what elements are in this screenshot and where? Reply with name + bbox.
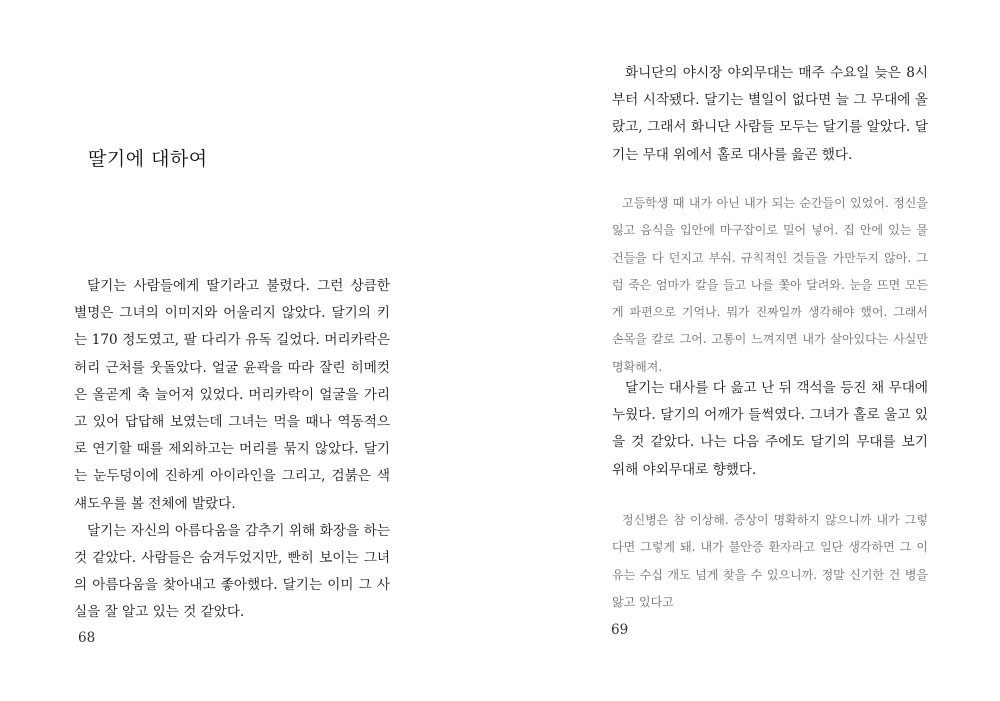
right-body-text-2	[612, 375, 928, 484]
body-paragraph: 달기는 자신의 아름다움을 감추기 위해 화장을 하는 것 같았다. 사람들은 숨겨두었지만, 빤히 보이는 그녀의 아름다움을 찾아내고 좋아했다. 달기는 이미 그 사실을 잘 알고 있는 것 같았다.	[74, 522, 390, 621]
page-number: 69	[611, 622, 629, 638]
left-body-text	[74, 273, 390, 627]
right-body-text-1	[612, 60, 928, 169]
body-paragraph: 화니단의 야시장 야외무대는 매주 수요일 늦은 8시부터 시작됐다. 달기는 별일이 없다면 늘 그 무대에 올랐고, 그래서 화니단 사람들 모두는 달기를 알았다. 달기는 무대 위에서 홀로 대사를 읊곤 했다.	[612, 65, 928, 163]
monologue-quote-2	[612, 507, 928, 616]
quote-text: 고등학생 때 내가 아닌 내가 되는 순간들이 있었어. 정신을 잃고 음식을 입안에 마구잡이로 밀어 넣어. 집 안에 있는 물건들을 다 던지고 부숴. 규칙적인 것들을 가만두지 않아. 그럼 죽은 엄마가 칼을 들고 나를 쫓아 달려와. 눈을 뜨면 모든 게 파편으로 기억나. 뭐가 진짜일까 생각해야 했어. 그래서 손목을 칼로 그어. 고통이 느껴지면 내가 살아있다는 사실만 명확해져.	[612, 196, 928, 374]
chapter-title: 딸기에 대하여	[88, 148, 208, 170]
page-number: 68	[78, 630, 96, 646]
body-paragraph: 달기는 대사를 다 읊고 난 뒤 객석을 등진 채 무대에 누웠다. 달기의 어깨가 들썩였다. 그녀가 홀로 울고 있을 것 같았다. 나는 다음 주에도 달기의 무대를 보기 위해 야외무대로 향했다.	[612, 380, 928, 478]
quote-text: 정신병은 참 이상해. 증상이 명확하지 않으니까 내가 그렇다면 그렇게 돼. 내가 불안증 환자라고 일단 생각하면 그 이유는 수십 개도 넘게 찾을 수 있으니까. 정말 신기한 건 병을 앓고 있다고	[612, 513, 928, 609]
right-page	[500, 0, 1000, 701]
body-paragraph: 달기는 사람들에게 딸기라고 불렸다. 그런 상큼한 별명은 그녀의 이미지와 어울리지 않았다. 달기의 키는 170 정도였고, 팔 다리가 유독 길었다. 머리카락은 허리 근처를 웃돌았다. 얼굴 윤곽을 따라 잘린 히메컷은 올곧게 축 늘어져 있었다. 머리카락이 얼굴을 가리고 있어 답답해 보였는데 그녀는 먹을 때나 역동적으로 연기할 때를 제외하고는 머리를 묶지 않았다. 달기는 눈두덩이에 진하게 아이라인을 그리고, 검붉은 색 섀도우를 볼 전체에 발랐다.	[74, 278, 390, 512]
monologue-quote-1	[612, 190, 928, 381]
